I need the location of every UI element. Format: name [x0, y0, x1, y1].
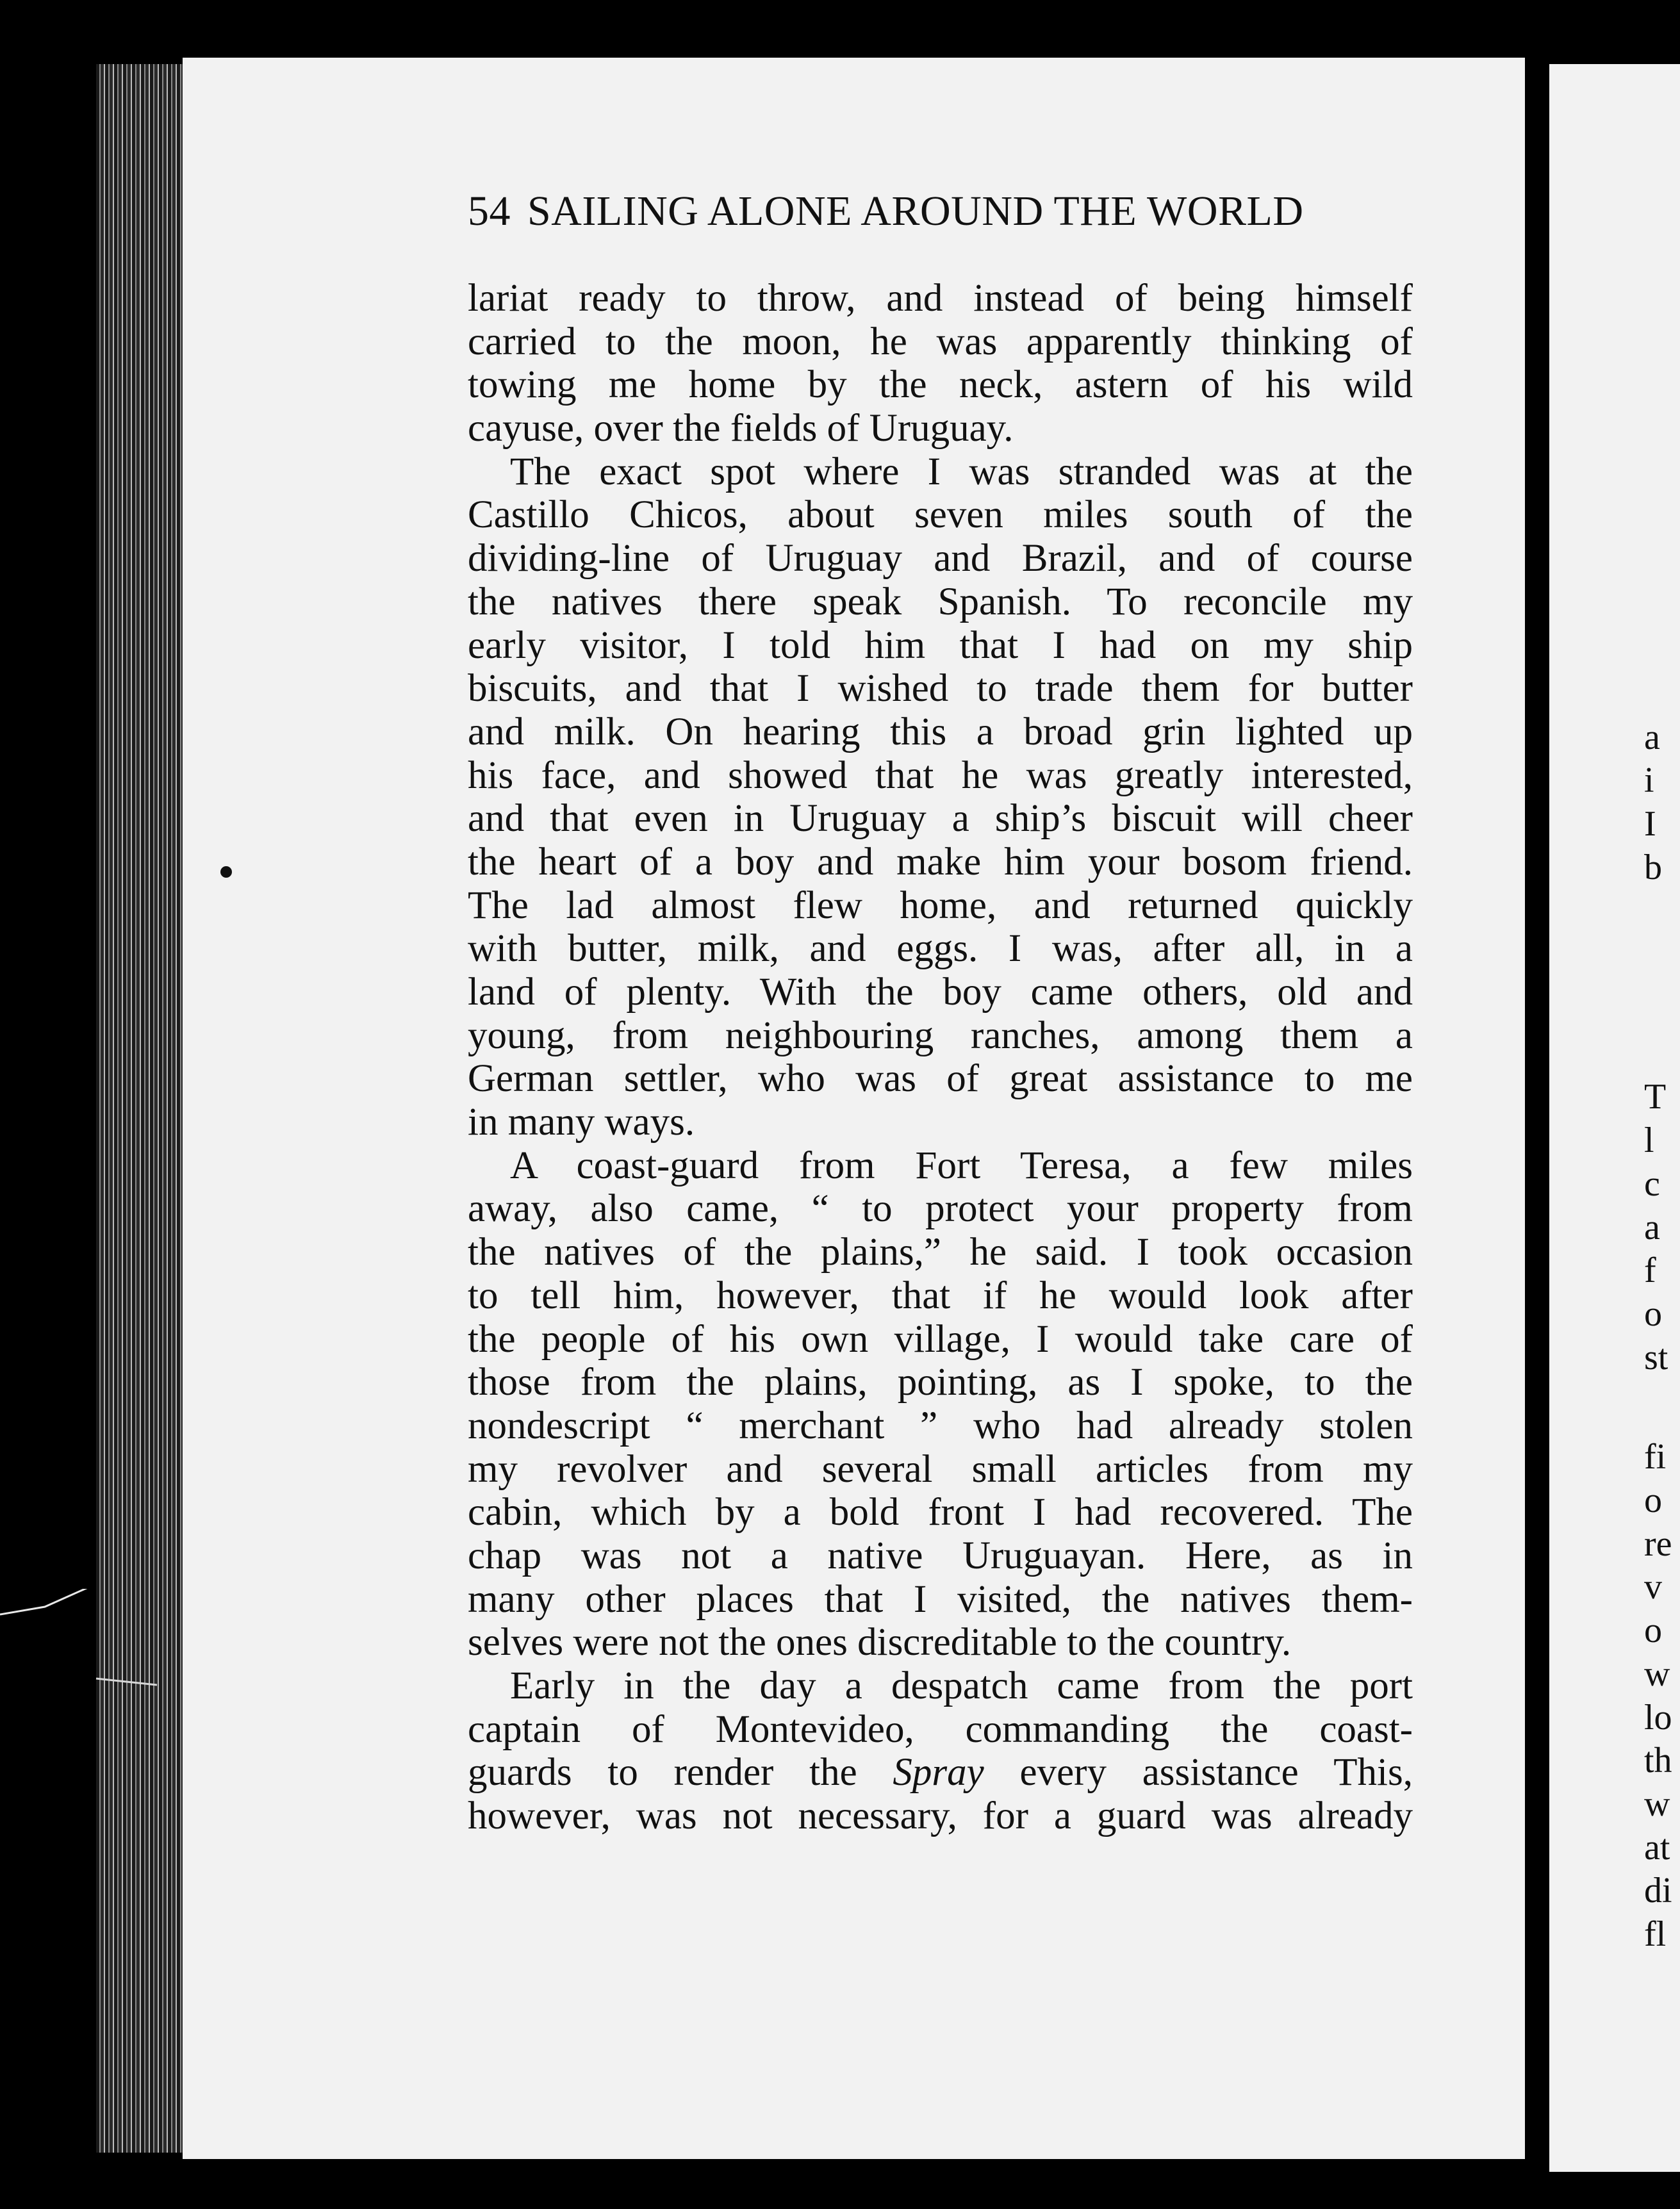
text-line: the natives of the plains,” he said. I took occasion: [468, 1231, 1413, 1274]
facing-page-fragment: c: [1644, 1163, 1660, 1204]
body-text: [468, 277, 1413, 1838]
facing-page-fragment: fl: [1644, 1914, 1667, 1955]
book-page-edges: [96, 64, 186, 2153]
text-line: the people of his own village, I would take care of: [468, 1317, 1413, 1361]
text-line: his face, and showed that he was greatly interested,: [468, 753, 1413, 797]
text-line: the heart of a boy and make him your bosom friend.: [468, 840, 1413, 883]
text-line: Early in the day a despatch came from the port: [510, 1664, 1413, 1707]
text-line: nondescript “ merchant ” who had already stolen: [468, 1404, 1413, 1447]
text-line: cayuse, over the fields of Uruguay.: [468, 407, 1014, 450]
facing-page-fragment: T: [1644, 1077, 1667, 1117]
margin-dot: [220, 866, 232, 878]
text-line: away, also came, “ to protect your property from: [468, 1187, 1413, 1231]
facing-page-sliver: [1549, 64, 1680, 2172]
text-line: many other places that I visited, the natives them-: [468, 1577, 1413, 1621]
text-line: towing me home by the neck, astern of his wild: [468, 363, 1413, 407]
text-line: however, was not necessary, for a guard was already: [468, 1794, 1413, 1838]
facing-page-fragment: i: [1644, 760, 1654, 801]
facing-page-fragment: w: [1644, 1654, 1670, 1694]
running-head: [468, 187, 1378, 236]
text-line: the natives there speak Spanish. To reconcile my: [468, 580, 1413, 623]
text-line: dividing-line of Uruguay and Brazil, and of course: [468, 537, 1413, 580]
facing-page-fragment: di: [1644, 1871, 1672, 1911]
facing-page-fragment: w: [1644, 1784, 1670, 1824]
facing-page-fragment: lo: [1644, 1697, 1672, 1737]
facing-page-fragment: at: [1644, 1827, 1670, 1868]
text-line: to tell him, however, that if he would look after: [468, 1274, 1413, 1317]
text-line: Castillo Chicos, about seven miles south of the: [468, 493, 1413, 537]
text-line: early visitor, I told him that I had on my ship: [468, 623, 1413, 667]
facing-page-fragment: th: [1644, 1741, 1672, 1781]
text-line: land of plenty. With the boy came others, old and: [468, 971, 1413, 1014]
facing-page-fragment: re: [1644, 1523, 1672, 1564]
facing-page-fragment: I: [1644, 803, 1656, 844]
text-line: those from the plains, pointing, as I spoke, to the: [468, 1361, 1413, 1404]
text-line: and that even in Uruguay a ship’s biscuit will cheer: [468, 797, 1413, 841]
facing-page-fragment: o: [1644, 1611, 1662, 1651]
text-line: lariat ready to throw, and instead of being himself: [468, 277, 1413, 320]
text-line: A coast-guard from Fort Teresa, a few miles: [510, 1144, 1413, 1187]
facing-page-fragment: a: [1644, 1207, 1660, 1247]
text-line: captain of Montevideo, commanding the coast-: [468, 1707, 1413, 1751]
text-line: carried to the moon, he was apparently thinking of: [468, 320, 1413, 363]
page-number: 54: [468, 188, 511, 234]
text-line: in many ways.: [468, 1101, 695, 1144]
text-line: cabin, which by a bold front I had recovered. The: [468, 1491, 1413, 1534]
text-line: young, from neighbouring ranches, among them a: [468, 1014, 1413, 1057]
margin-scratch-mark: [0, 1589, 186, 1743]
facing-page-fragment: v: [1644, 1567, 1662, 1607]
facing-page-fragment: a: [1644, 717, 1660, 757]
book-title: SAILING ALONE AROUND THE WORLD: [527, 188, 1304, 234]
text-line: my revolver and several small articles from my: [468, 1447, 1413, 1491]
facing-page-fragment: o: [1644, 1293, 1662, 1334]
facing-page-fragment: f: [1644, 1251, 1656, 1291]
facing-page-fragment: st: [1644, 1337, 1668, 1377]
facing-page-fragment: o: [1644, 1481, 1662, 1521]
text-line: guards to render the Spray every assistance This,: [468, 1751, 1413, 1794]
text-line: with butter, milk, and eggs. I was, after all, in a: [468, 927, 1413, 971]
facing-page-fragment: fi: [1644, 1437, 1667, 1477]
text-line: chap was not a native Uruguayan. Here, as in: [468, 1534, 1413, 1577]
facing-page-fragment: l: [1644, 1121, 1654, 1161]
text-line: The exact spot where I was stranded was at the: [510, 450, 1413, 493]
text-line: and milk. On hearing this a broad grin lighted up: [468, 710, 1413, 753]
ship-name: Spray: [893, 1751, 984, 1794]
text-line: selves were not the ones discreditable to the country.: [468, 1621, 1292, 1664]
text-line: biscuits, and that I wished to trade them for butter: [468, 667, 1413, 710]
text-line: German settler, who was of great assistance to me: [468, 1057, 1413, 1101]
facing-page-fragment: b: [1644, 847, 1662, 887]
text-line: The lad almost flew home, and returned quickly: [468, 883, 1413, 927]
